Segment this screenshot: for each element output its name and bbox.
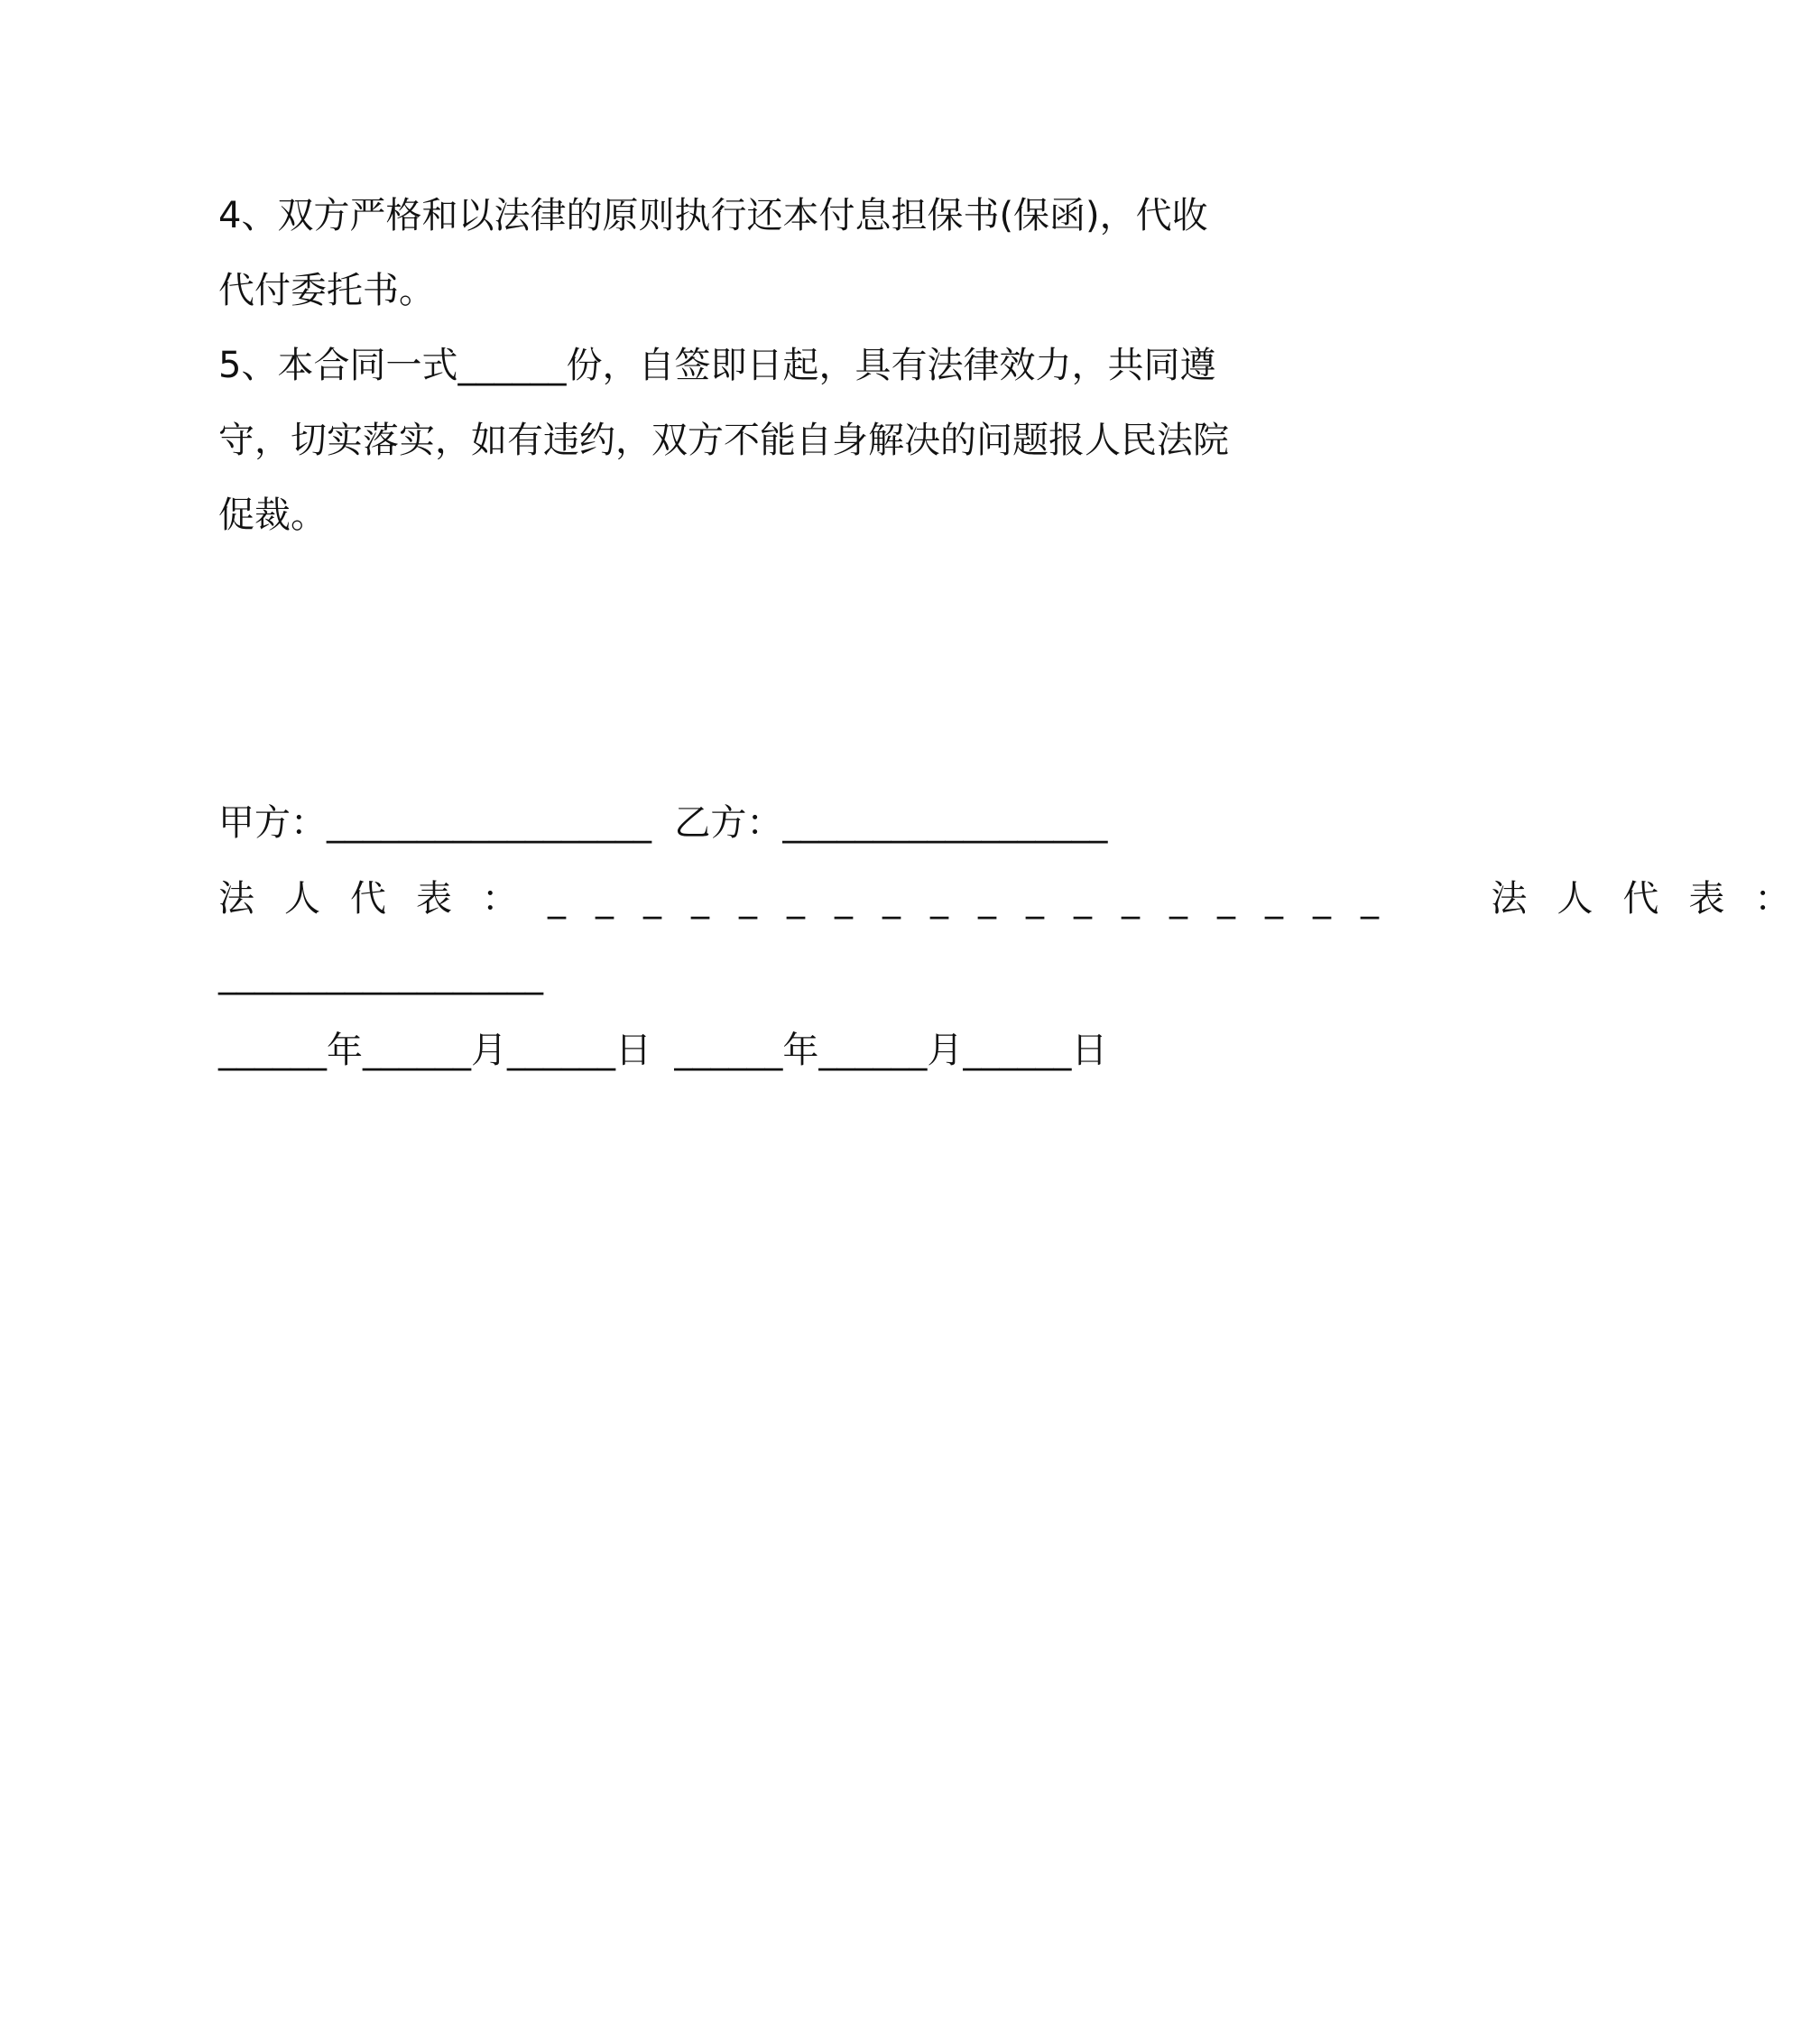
contract-body: [218, 179, 1229, 553]
clause-4: 4、双方严格和以法律的原则执行还本付息担保书(保函)，代收代付委托书。: [218, 195, 1208, 311]
clause-5: 5、本合同一式______份，自签即日起，具有法律效力，共同遵守，切实落实，如有违约，双方不能自身解决的问题报人民法院促裁。: [218, 345, 1229, 536]
party-names-line: 甲方：__________________ 乙方：__________________: [218, 802, 1108, 844]
signature-block: [218, 785, 1820, 1088]
legal-representative-line: 法人代表：__________________ 法人代表：: [218, 878, 1820, 920]
legal-representative-continuation: __________________: [218, 954, 543, 995]
signing-date-line: ______年______月______日 ______年______月______日: [218, 1030, 1108, 1071]
